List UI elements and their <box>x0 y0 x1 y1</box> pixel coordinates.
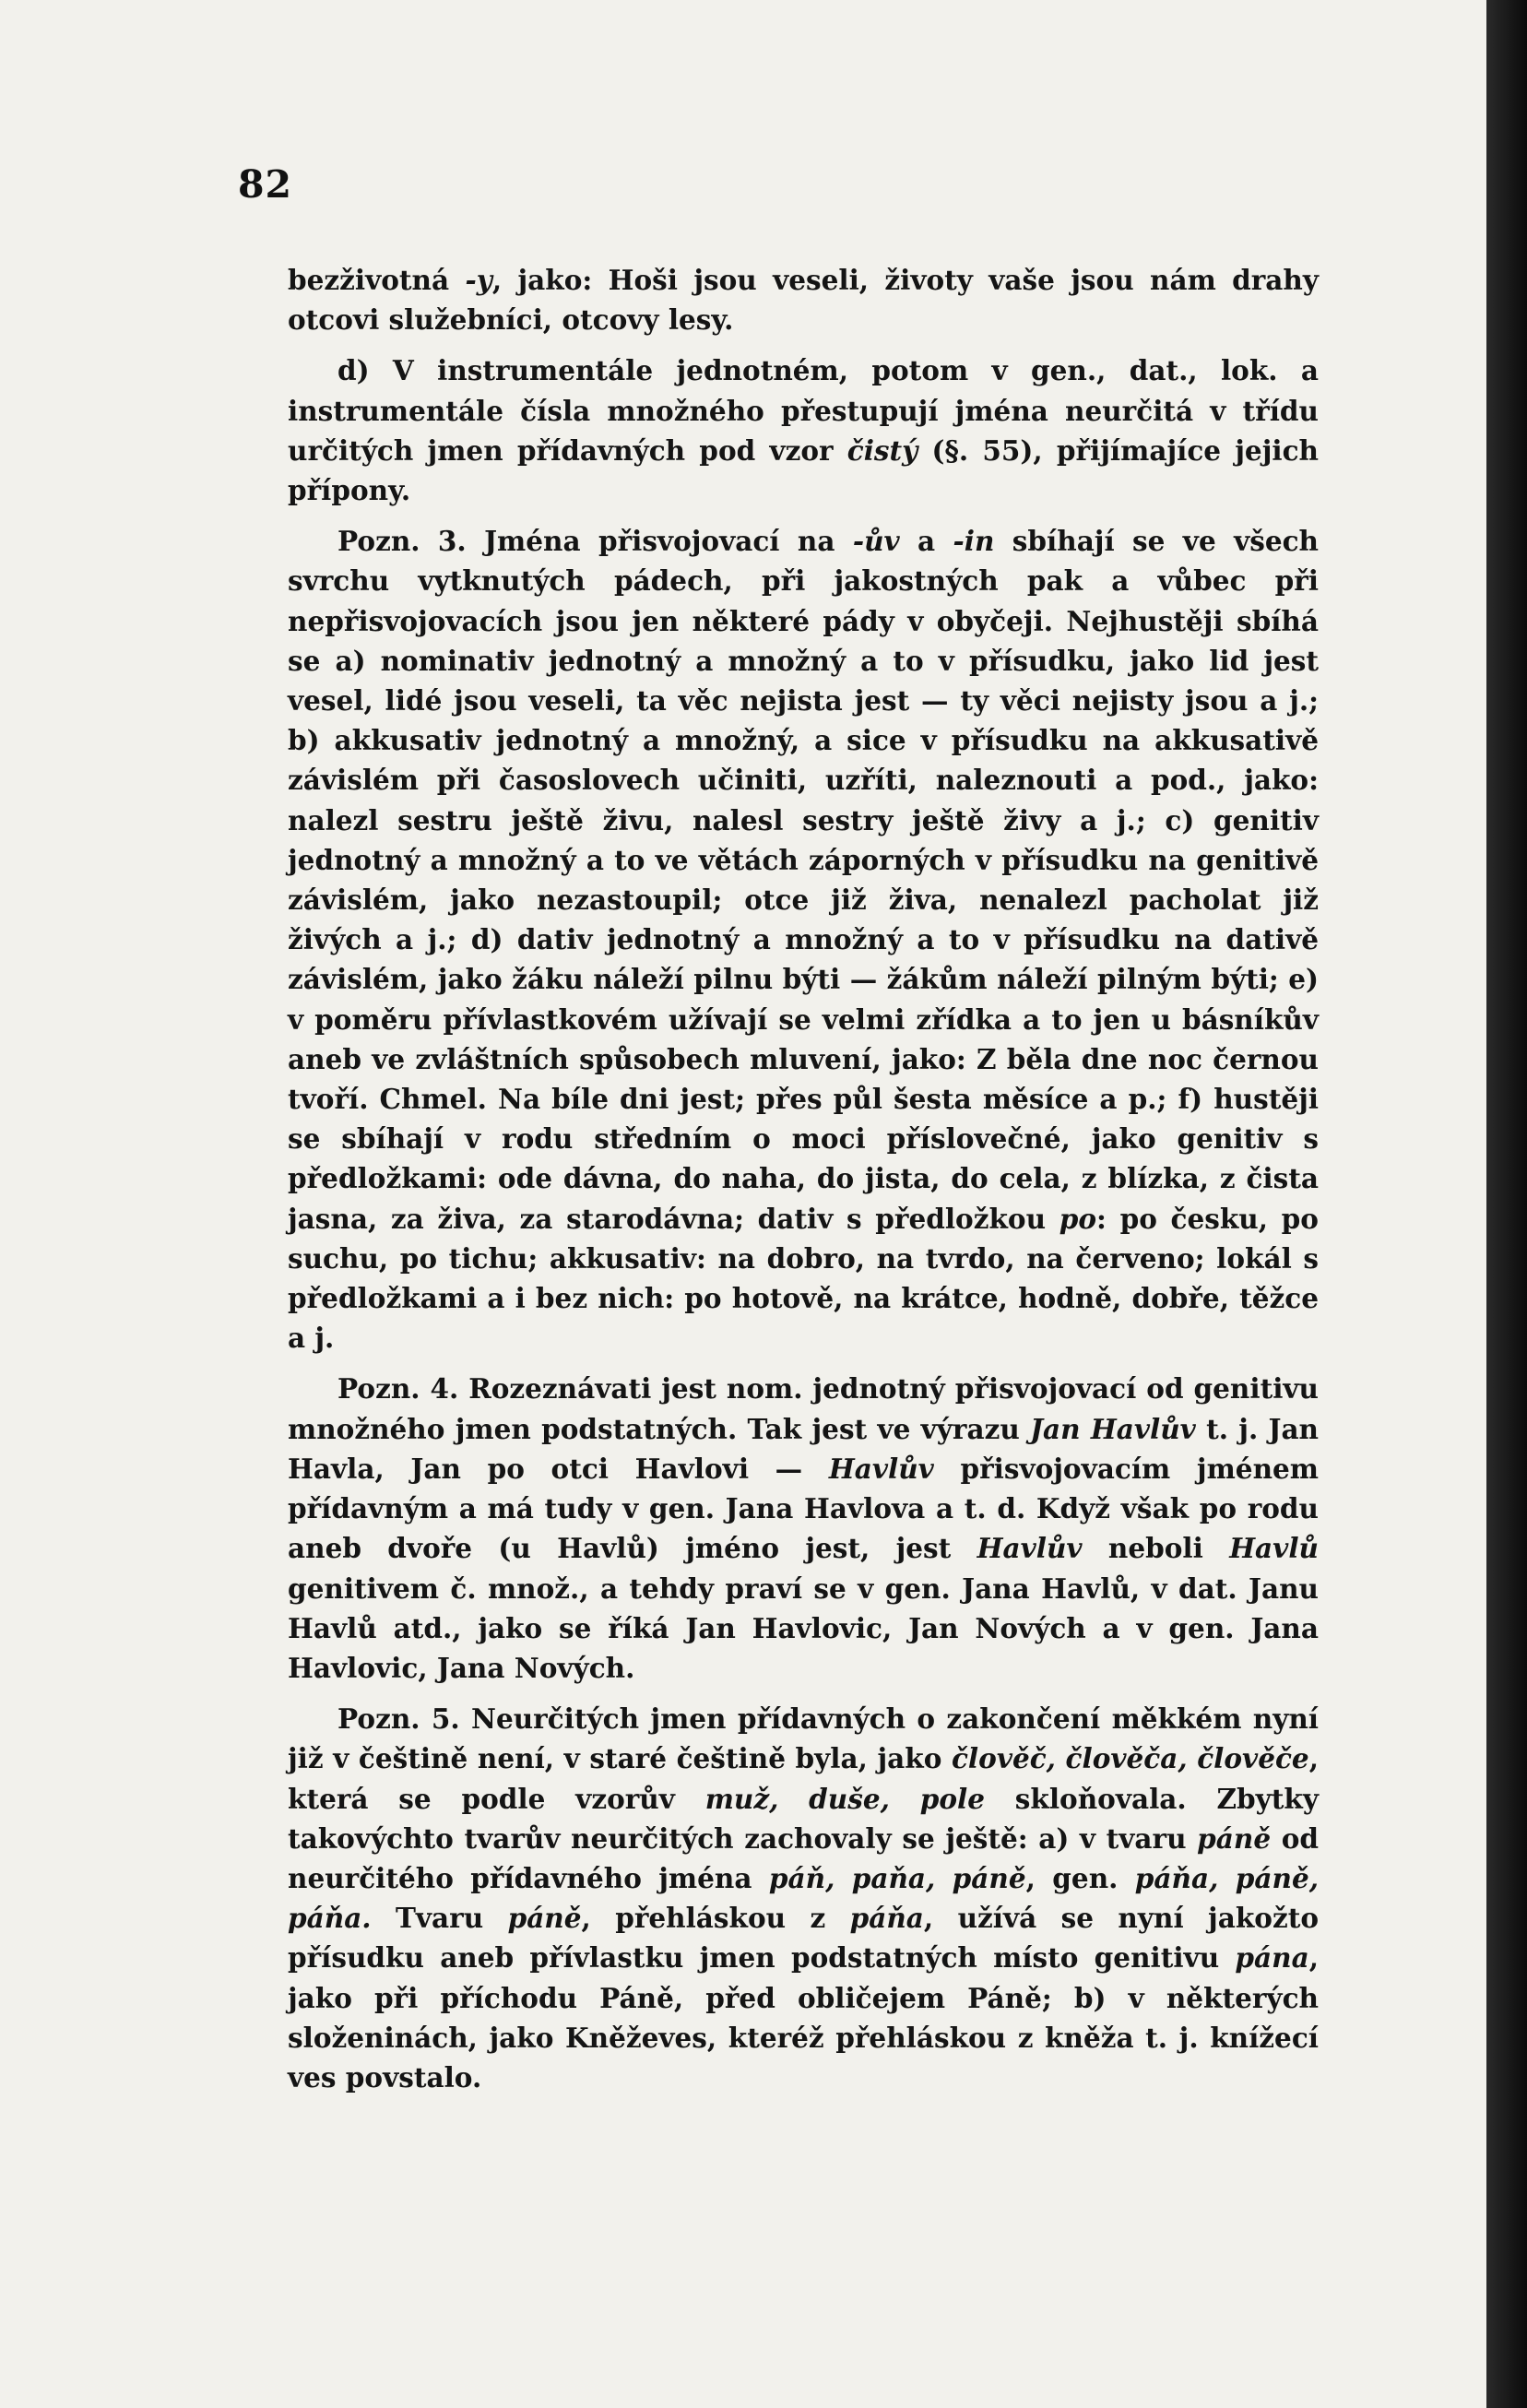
italic-text: Havlů <box>1229 1532 1319 1565</box>
text-run: bezživotná <box>288 264 466 296</box>
italic-text: páňa, páně, páňa. <box>288 1861 1319 1935</box>
text-run: , užívá se nyní jakožto přísudku aneb přívlastku jmen podstatných místo genitivu <box>288 1902 1319 1975</box>
paragraph <box>288 521 1319 1358</box>
italic-text: páň, paňa, páně <box>768 1861 1026 1894</box>
text-run: , jako: Hoši jsou veseli, životy vaše jsou nám drahy otcovi služebníci, otcovy lesy. <box>288 264 1320 337</box>
italic-text: čistý <box>846 433 918 467</box>
text-run: , přehláskou z <box>581 1902 850 1935</box>
text-run: skloňovala. Zbytky takovýchto tvarův neurčitých zachovaly se ještě: a) v tvaru <box>288 1782 1319 1855</box>
italic-text: po <box>1059 1202 1097 1235</box>
italic-text: páně <box>1197 1821 1272 1855</box>
text-run: t. j. Jan Havla, Jan po otci Havlovi — <box>288 1412 1320 1485</box>
italic-text: pána <box>1235 1941 1309 1975</box>
text-run: : po česku, po suchu, po tichu; akkusativ: na dobro, na tvrdo, na červeno; lokál s předložkami a i bez nich: po hotově, na krátce, hodně, dobře, těžce a j. <box>288 1202 1319 1355</box>
text-run: a <box>899 525 953 558</box>
text-run: sbíhají se ve všech svrchu vytknutých pádech, při jakostných pak a vůbec při nepřisvojovacích jsou jen některé pády v obyčeji. Nejhustěji sbíhá se a) nominativ jednotný a množný a to v přísudku, jako lid jest vesel, lidé jsou veseli, ta věc nejista jest — ty věci nejisty jsou a j.; b) akkusativ jednotný a množný, a sice v přísudku na akkusativě závislém při časoslovech učiniti, uzříti, naleznouti a pod., jako: nalezl sestru ještě živu, nalesl sestry ještě živy a j.; c) genitiv jednotný a množný a to ve větách záporných v přísudku na genitivě závislém, jako nezastoupil; otce již živa, nenalezl pacholat již živých a j.; d) dativ jednotný a množný a to v přísudku na dativě závislém, jako žáku náleží pilnu býti — žákům náleží pilným býti; e) v poměru přívlastkovém užívají se velmi zřídka a to jen u básníkův aneb ve zvláštních spůsobech mluvení, jako: Z běla dne noc černou tvoří. Chmel. Na bíle dni jest; přes půl šesta měsíce a p.; f) hustěji se sbíhají v rodu středním o moci příslovečné, jako genitiv s předložkami: ode dávna, do naha, do jista, do cela, z blízka, z čista jasna, za živa, za starodávna; dativ s předložkou <box>288 525 1320 1235</box>
italic-text: páně <box>507 1902 582 1935</box>
paragraph <box>288 1369 1319 1688</box>
text-run: genitivem č. množ., a tehdy praví se v gen. Jana Havlů, v dat. Janu Havlů atd., jako se říká Jan Havlovic, Jan Nových a v gen. Jana Havlovic, Jana Nových. <box>288 1572 1319 1684</box>
text-run: Pozn. 4. Rozeznávati jest nom. jednotný přisvojovací od genitivu množného jmen podstatných. Tak jest ve výrazu <box>288 1372 1319 1445</box>
text-run: , jako při příchodu Páně, před obličejem Páně; b) v některých složeninách, jako Kněževes, kteréž přehláskou z kněža t. j. knížecí ves povstalo. <box>288 1941 1319 2094</box>
scan-edge <box>1486 0 1527 2408</box>
text-run: d) V instrumentále jednotném, potom v gen., dat., lok. a instrumentále čísla množného přestupují jména neurčitá v třídu určitých jmen přídavných pod vzor <box>288 354 1319 467</box>
text-run: Pozn. 5. Neurčitých jmen přídavných o zakončení měkkém nyní již v češtině není, v staré češtině byla, jako <box>288 1702 1319 1775</box>
text-run: Pozn. 3. Jména přisvojovací na <box>337 525 853 558</box>
paragraph <box>288 1699 1319 2097</box>
italic-text: Jan Havlův <box>1030 1412 1196 1445</box>
italic-text: Havlův <box>828 1452 934 1485</box>
page-text <box>288 260 1319 2097</box>
italic-text: -in <box>953 525 995 558</box>
text-run: , která se podle vzorův <box>288 1742 1319 1815</box>
italic-text: páňa <box>849 1902 924 1935</box>
text-run: Tvaru <box>371 1902 508 1935</box>
text-run: neboli <box>1082 1532 1230 1565</box>
italic-text: muž, duše, pole <box>704 1782 985 1815</box>
paragraph <box>288 260 1319 339</box>
italic-text: -ův <box>852 525 900 558</box>
italic-text: člověč, člověča, člověče <box>951 1742 1309 1775</box>
text-run: přisvojovacím jménem přídavným a má tudy v gen. Jana Havlova a t. d. Když však po rodu aneb dvoře (u Havlů) jméno jest, jest <box>288 1452 1319 1565</box>
text-run: , gen. <box>1025 1861 1135 1894</box>
paragraph <box>288 350 1319 510</box>
page-number: 82 <box>238 162 293 207</box>
italic-text: Havlův <box>977 1532 1083 1565</box>
italic-text: -y <box>465 264 492 296</box>
text-run: od neurčitého přídavného jména <box>288 1821 1319 1894</box>
text-run: (§. 55), přijímajíce jejich přípony. <box>288 433 1319 507</box>
